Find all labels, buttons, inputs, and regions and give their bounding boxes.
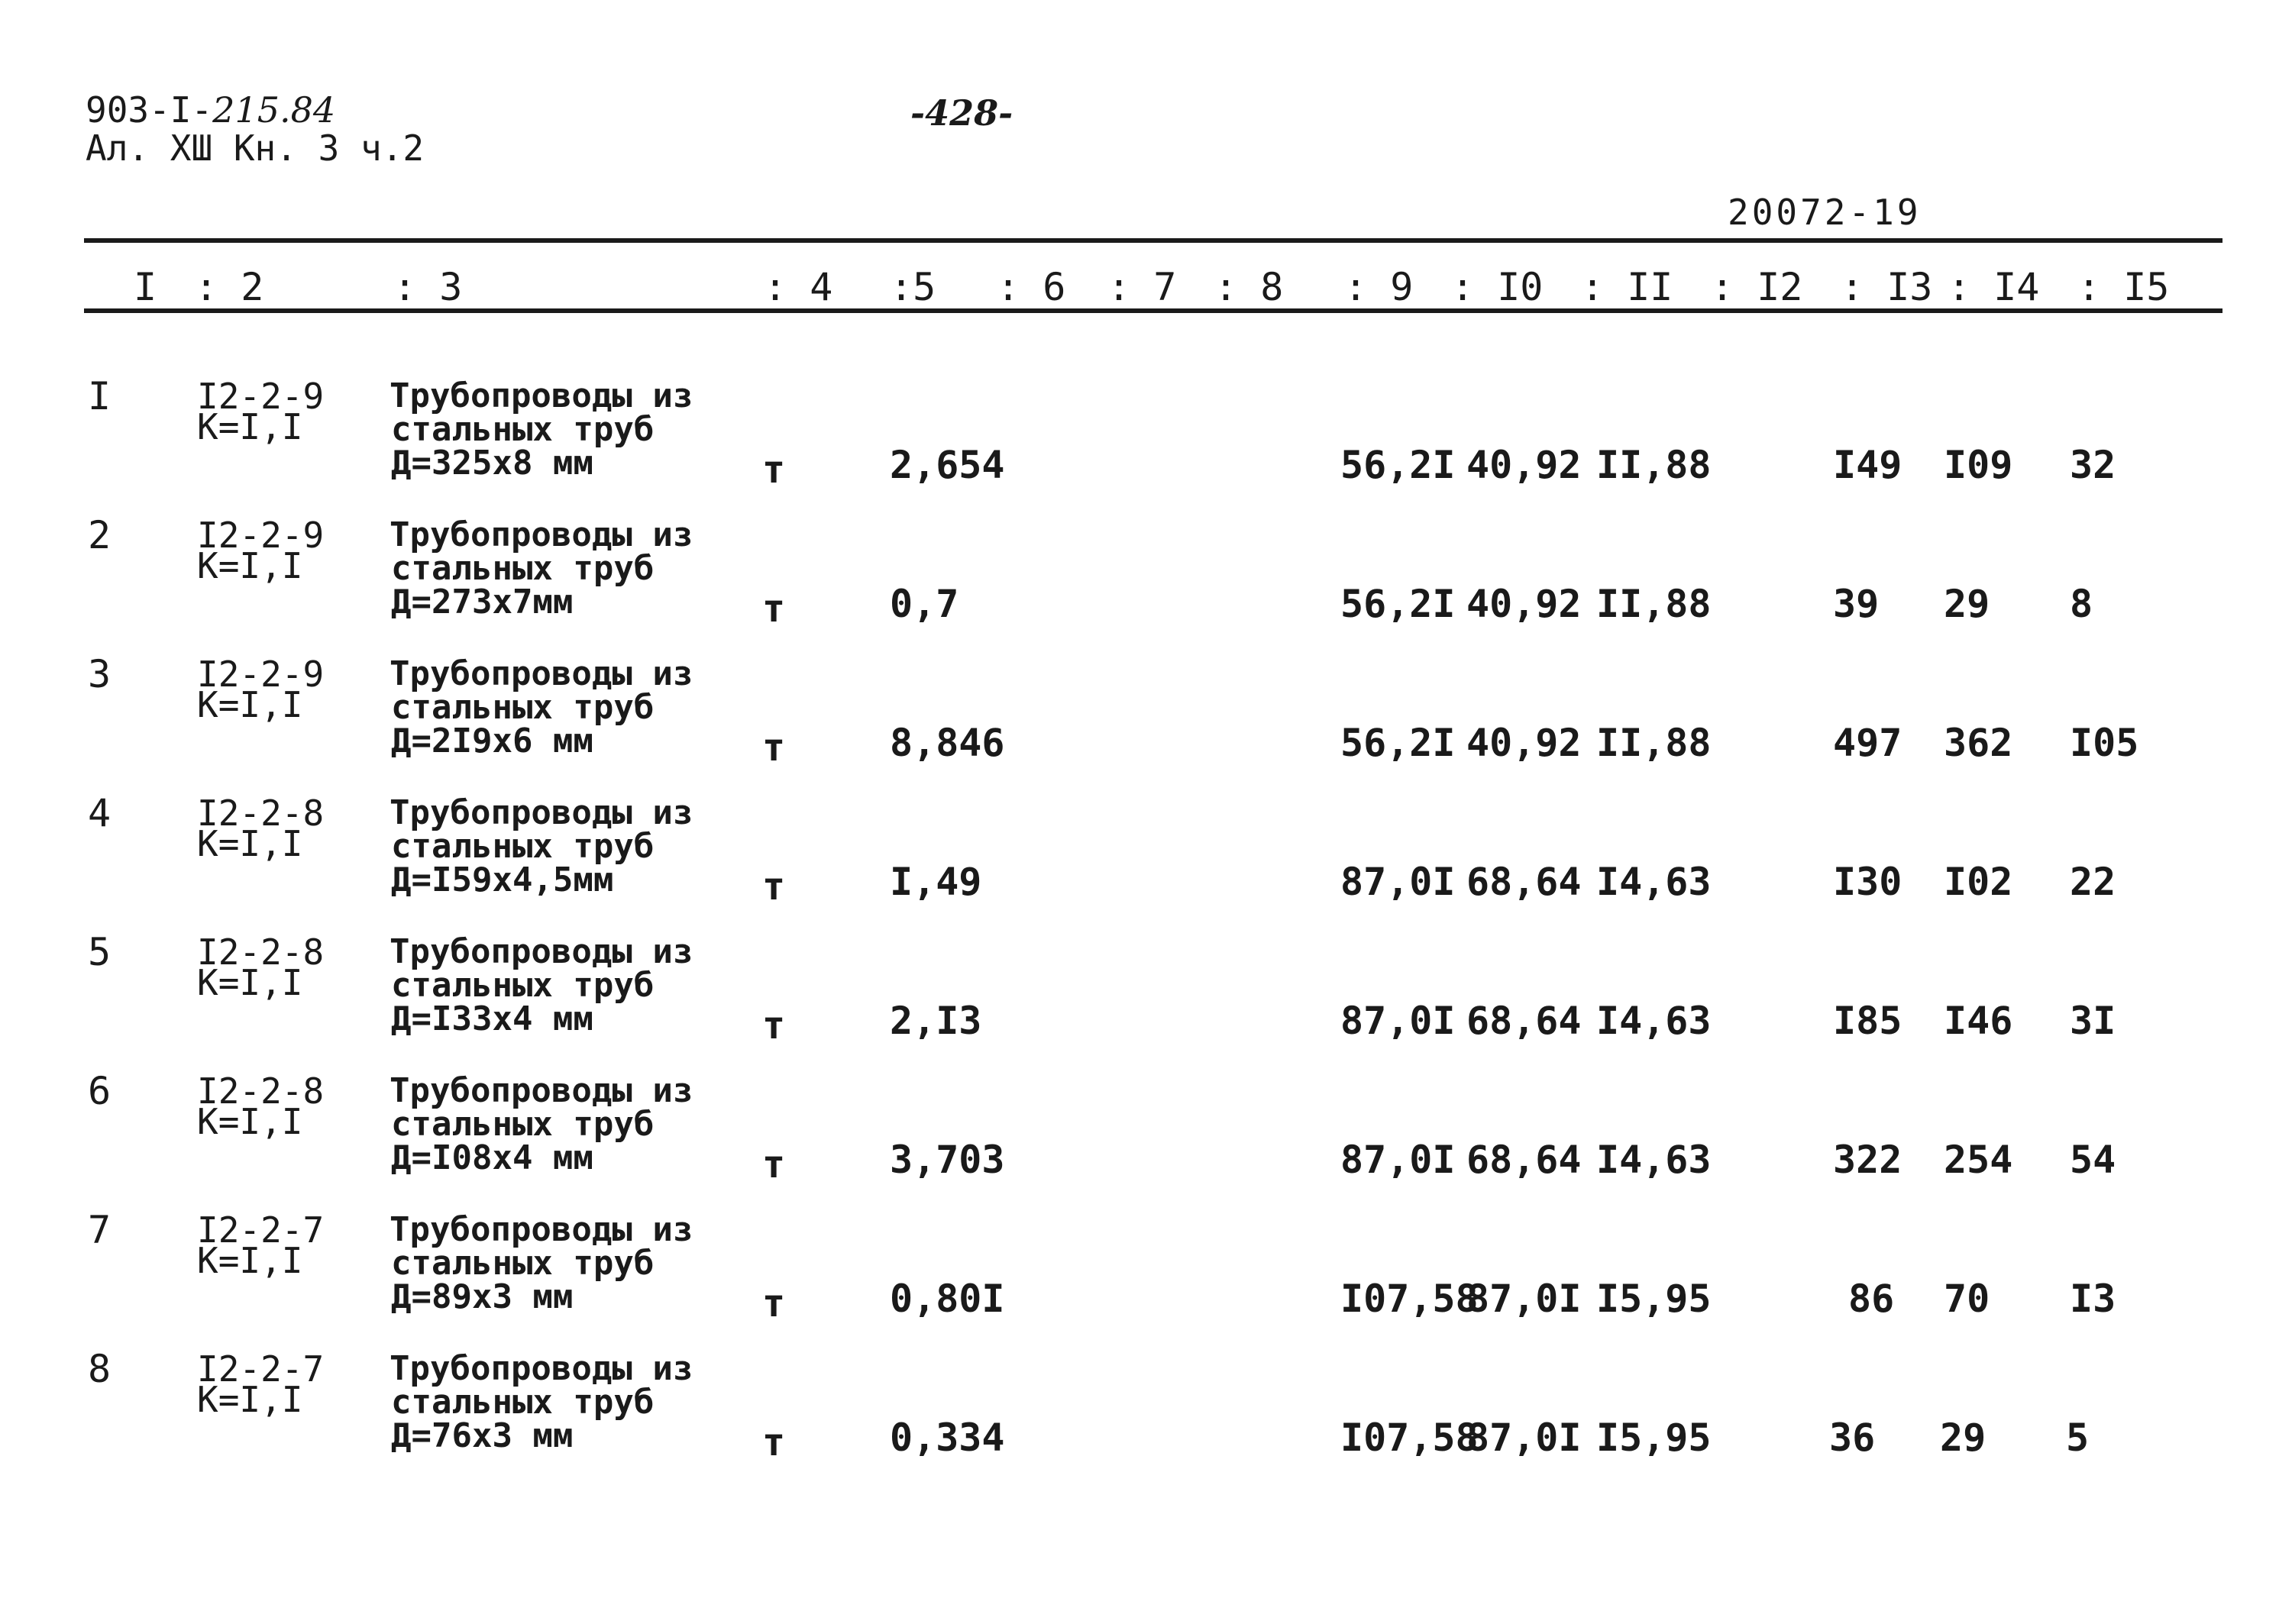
document-code-prefix: 903-I-	[86, 89, 213, 131]
row-number: 8	[88, 1347, 112, 1391]
description-line: стальных труб	[391, 827, 655, 866]
pipe-size: Д=I59х4,5мм	[391, 860, 614, 899]
row-number: 3	[88, 652, 112, 696]
album-line: Ал. XШ Кн. 3 ч.2	[86, 128, 425, 169]
column-header: : I2	[1711, 265, 1803, 309]
coefficient: K=I,I	[197, 1240, 303, 1281]
value-col-15: 54	[2070, 1138, 2116, 1182]
value-col-9: I07,58	[1340, 1416, 1479, 1460]
unit: т	[762, 864, 786, 909]
value-col-13: 39	[1833, 582, 1880, 626]
description-line: Трубопроводы из	[390, 793, 693, 832]
value-col-15: I3	[2070, 1277, 2116, 1321]
column-header: : I4	[1948, 265, 2040, 309]
description-line: Трубопроводы из	[390, 932, 693, 971]
description-line: стальных труб	[391, 549, 655, 588]
quantity: 0,80I	[890, 1277, 1005, 1321]
coefficient: K=I,I	[197, 1379, 303, 1420]
quantity: I,49	[890, 860, 982, 904]
value-col-14: I09	[1944, 443, 2013, 487]
value-col-15: I05	[2070, 721, 2139, 765]
column-header: : 2	[195, 265, 264, 309]
column-header: : 3	[393, 265, 463, 309]
value-col-14: 362	[1944, 721, 2013, 765]
column-header: : 4	[764, 265, 833, 309]
description-line: стальных труб	[391, 410, 655, 449]
sheet-code: 20072-19	[1728, 192, 1922, 233]
value-col-15: 5	[2066, 1416, 2090, 1460]
quantity: 3,703	[890, 1138, 1005, 1182]
row-number: I	[88, 374, 112, 418]
coefficient: K=I,I	[197, 1101, 303, 1142]
value-col-11: I4,63	[1596, 1138, 1712, 1182]
value-col-10: 40,92	[1466, 443, 1582, 487]
description-line: стальных труб	[391, 688, 655, 727]
pipe-size: Д=I33х4 мм	[391, 999, 593, 1038]
document-code	[86, 90, 335, 130]
row-number: 7	[88, 1208, 112, 1252]
value-col-14: 29	[1940, 1416, 1987, 1460]
value-col-10: 68,64	[1466, 1138, 1582, 1182]
value-col-9: 87,0I	[1340, 1138, 1456, 1182]
value-col-9: 56,2I	[1340, 582, 1456, 626]
value-col-11: II,88	[1596, 721, 1712, 765]
value-col-9: I07,58	[1340, 1277, 1479, 1321]
description-line: Трубопроводы из	[390, 654, 693, 693]
description-line: стальных труб	[391, 1244, 655, 1283]
value-col-15: 22	[2070, 860, 2116, 904]
unit: т	[762, 1281, 786, 1325]
norm-code: I2-2-8	[197, 1070, 325, 1112]
value-col-13: I85	[1833, 999, 1902, 1043]
quantity: 2,654	[890, 443, 1005, 487]
pipe-size: Д=325х8 мм	[391, 444, 593, 483]
column-header: I	[134, 265, 157, 309]
value-col-14: 254	[1944, 1138, 2013, 1182]
pipe-size: Д=89х3 мм	[391, 1277, 574, 1316]
quantity: 0,334	[890, 1416, 1005, 1460]
column-header: : I0	[1451, 265, 1544, 309]
row-number: 4	[88, 791, 112, 835]
value-col-10: 68,64	[1466, 999, 1582, 1043]
value-col-14: 29	[1944, 582, 1990, 626]
pipe-size: Д=I08х4 мм	[391, 1138, 593, 1177]
value-col-11: II,88	[1596, 582, 1712, 626]
coefficient: K=I,I	[197, 823, 303, 864]
value-col-9: 87,0I	[1340, 999, 1456, 1043]
coefficient: K=I,I	[197, 962, 303, 1003]
pipe-size: Д=2I9х6 мм	[391, 722, 593, 760]
value-col-10: 87,0I	[1466, 1416, 1582, 1460]
column-header: : I3	[1841, 265, 1933, 309]
norm-code: I2-2-7	[197, 1348, 325, 1390]
unit: т	[762, 447, 786, 492]
quantity: 0,7	[890, 582, 959, 626]
value-col-13: 36	[1829, 1416, 1876, 1460]
column-header: :5	[890, 265, 936, 309]
norm-code: I2-2-7	[197, 1209, 325, 1251]
value-col-15: 32	[2070, 443, 2116, 487]
description-line: Трубопроводы из	[390, 1210, 693, 1249]
value-col-14: 70	[1944, 1277, 1990, 1321]
description-line: стальных труб	[391, 966, 655, 1005]
norm-code: I2-2-8	[197, 793, 325, 834]
description-line: Трубопроводы из	[390, 376, 693, 415]
page-number: -428-	[910, 92, 1013, 134]
value-col-10: 40,92	[1466, 582, 1582, 626]
value-col-13: I49	[1833, 443, 1902, 487]
value-col-11: II,88	[1596, 443, 1712, 487]
value-col-10: 68,64	[1466, 860, 1582, 904]
column-header: : I5	[2077, 265, 2170, 309]
coefficient: K=I,I	[197, 545, 303, 586]
value-col-9: 87,0I	[1340, 860, 1456, 904]
value-col-11: I4,63	[1596, 860, 1712, 904]
coefficient: K=I,I	[197, 684, 303, 725]
value-col-15: 3I	[2070, 999, 2116, 1043]
value-col-10: 40,92	[1466, 721, 1582, 765]
column-header: : II	[1581, 265, 1673, 309]
column-header: : 6	[997, 265, 1066, 309]
row-number: 5	[88, 930, 112, 974]
value-col-9: 56,2I	[1340, 721, 1456, 765]
column-header: : 8	[1214, 265, 1284, 309]
description-line: Трубопроводы из	[390, 1071, 693, 1110]
coefficient: K=I,I	[197, 406, 303, 447]
unit: т	[762, 1003, 786, 1048]
unit: т	[762, 1420, 786, 1464]
value-col-9: 56,2I	[1340, 443, 1456, 487]
norm-code: I2-2-9	[197, 654, 325, 695]
value-col-13: 86	[1848, 1277, 1895, 1321]
row-number: 6	[88, 1069, 112, 1113]
pipe-size: Д=273х7мм	[391, 583, 574, 622]
norm-code: I2-2-8	[197, 931, 325, 973]
unit: т	[762, 725, 786, 770]
table-top-rule	[84, 238, 2222, 243]
value-col-13: I30	[1833, 860, 1902, 904]
description-line: стальных труб	[391, 1105, 655, 1144]
value-col-15: 8	[2070, 582, 2093, 626]
column-header: : 9	[1344, 265, 1414, 309]
row-number: 2	[88, 513, 112, 557]
pipe-size: Д=76х3 мм	[391, 1416, 574, 1455]
quantity: 2,I3	[890, 999, 982, 1043]
unit: т	[762, 1142, 786, 1187]
document-code-handwritten: 215.84	[212, 89, 336, 131]
value-col-11: I5,95	[1596, 1416, 1712, 1460]
value-col-13: 322	[1833, 1138, 1902, 1182]
value-col-14: I46	[1944, 999, 2013, 1043]
description-line: Трубопроводы из	[390, 1349, 693, 1388]
norm-code: I2-2-9	[197, 376, 325, 417]
value-col-10: 87,0I	[1466, 1277, 1582, 1321]
description-line: стальных труб	[391, 1383, 655, 1422]
value-col-11: I5,95	[1596, 1277, 1712, 1321]
value-col-11: I4,63	[1596, 999, 1712, 1043]
quantity: 8,846	[890, 721, 1005, 765]
value-col-13: 497	[1833, 721, 1902, 765]
norm-code: I2-2-9	[197, 515, 325, 556]
column-header: : 7	[1107, 265, 1177, 309]
unit: т	[762, 586, 786, 631]
value-col-14: I02	[1944, 860, 2013, 904]
description-line: Трубопроводы из	[390, 515, 693, 554]
